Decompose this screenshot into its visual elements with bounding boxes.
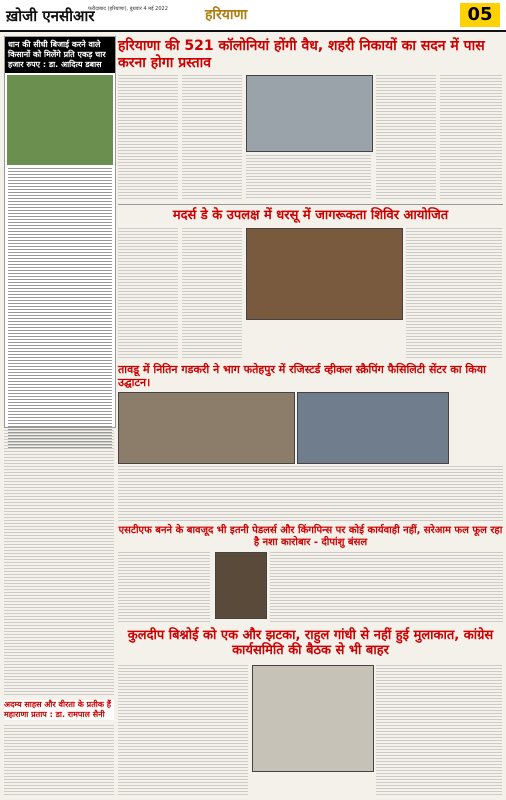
second-col-1: [118, 228, 178, 358]
dateline: फरीदाबाद (हरियाणा), बुधवार 4 मई 2022: [88, 6, 168, 12]
divider: [118, 204, 503, 205]
left-bottom-headline: अदम्य साहस और वीरता के प्रतीक हैं महाराणा प्रताप : डा. रामपाल सैनी: [4, 700, 114, 720]
third-text: [118, 466, 503, 521]
gadkari-photo-1: [118, 392, 295, 464]
camp-photo: [246, 228, 403, 320]
gadkari-photo-2: [297, 392, 449, 464]
left-bottom-text: [4, 725, 114, 795]
second-col-2: [182, 228, 242, 358]
section-title: हरियाणा: [205, 7, 248, 23]
page-number: 05: [460, 3, 500, 27]
second-headline: मदर्स डे के उपलक्ष में धरसू में जागरूकता शिविर आयोजित: [172, 208, 449, 223]
third-headline: तावडू में नितिन गडकरी ने भाग फतेहपुर में रजिस्टर्ड व्हीकल स्क्रैपिंग फैसिलिटी सेंटर का किया उद्घाटन।: [118, 363, 486, 389]
fourth-col-2: [270, 552, 503, 624]
fifth-col-2: [376, 665, 502, 795]
farm-photo: [7, 75, 113, 165]
left-story-text: [8, 168, 112, 448]
lead-col-3: [376, 75, 436, 200]
lead-headline: हरियाणा की 521 कॉलोनियां होंगी वैध, शहरी निकायों का सदन में पास करना होगा प्रस्ताव: [118, 38, 485, 71]
second-col-3: [406, 228, 502, 358]
dipanshu-photo: [215, 552, 267, 619]
bishnoi-rahul-photo: [252, 665, 374, 772]
lead-col-1: [118, 75, 178, 200]
left-story-headline: धान की सीधी बिजाई करने वाले किसानों को मिलेंगे प्रति एकड़ चार हजार रुपए : डा. आदित्य डबास: [5, 37, 115, 73]
left-story-box: [4, 36, 116, 428]
fifth-col-1: [118, 665, 248, 795]
fourth-col-1: [118, 552, 210, 624]
houses-photo: [246, 75, 373, 152]
left-column-text: [4, 430, 114, 695]
lead-col-5: [246, 155, 371, 200]
fourth-headline: एसटीएफ बनने के बावजूद भी इतनी पेडलर्स और किंगपिन्स पर कोई कार्यवाही नहीं, सरेआम फल फूल रहा है नशा कारोबार - दीपांशु बंसल: [118, 525, 503, 548]
lead-col-2: [182, 75, 242, 200]
masthead: [0, 0, 506, 32]
lead-col-4: [440, 75, 502, 200]
fifth-headline: कुलदीप बिश्नोई को एक और झटका, राहुल गांधी से नहीं हुई मुलाकात, कांग्रेस कार्यसमिति की बैठक से भी बाहर: [127, 628, 494, 658]
newspaper-logo: ख़ोजी एनसीआर: [6, 7, 95, 25]
